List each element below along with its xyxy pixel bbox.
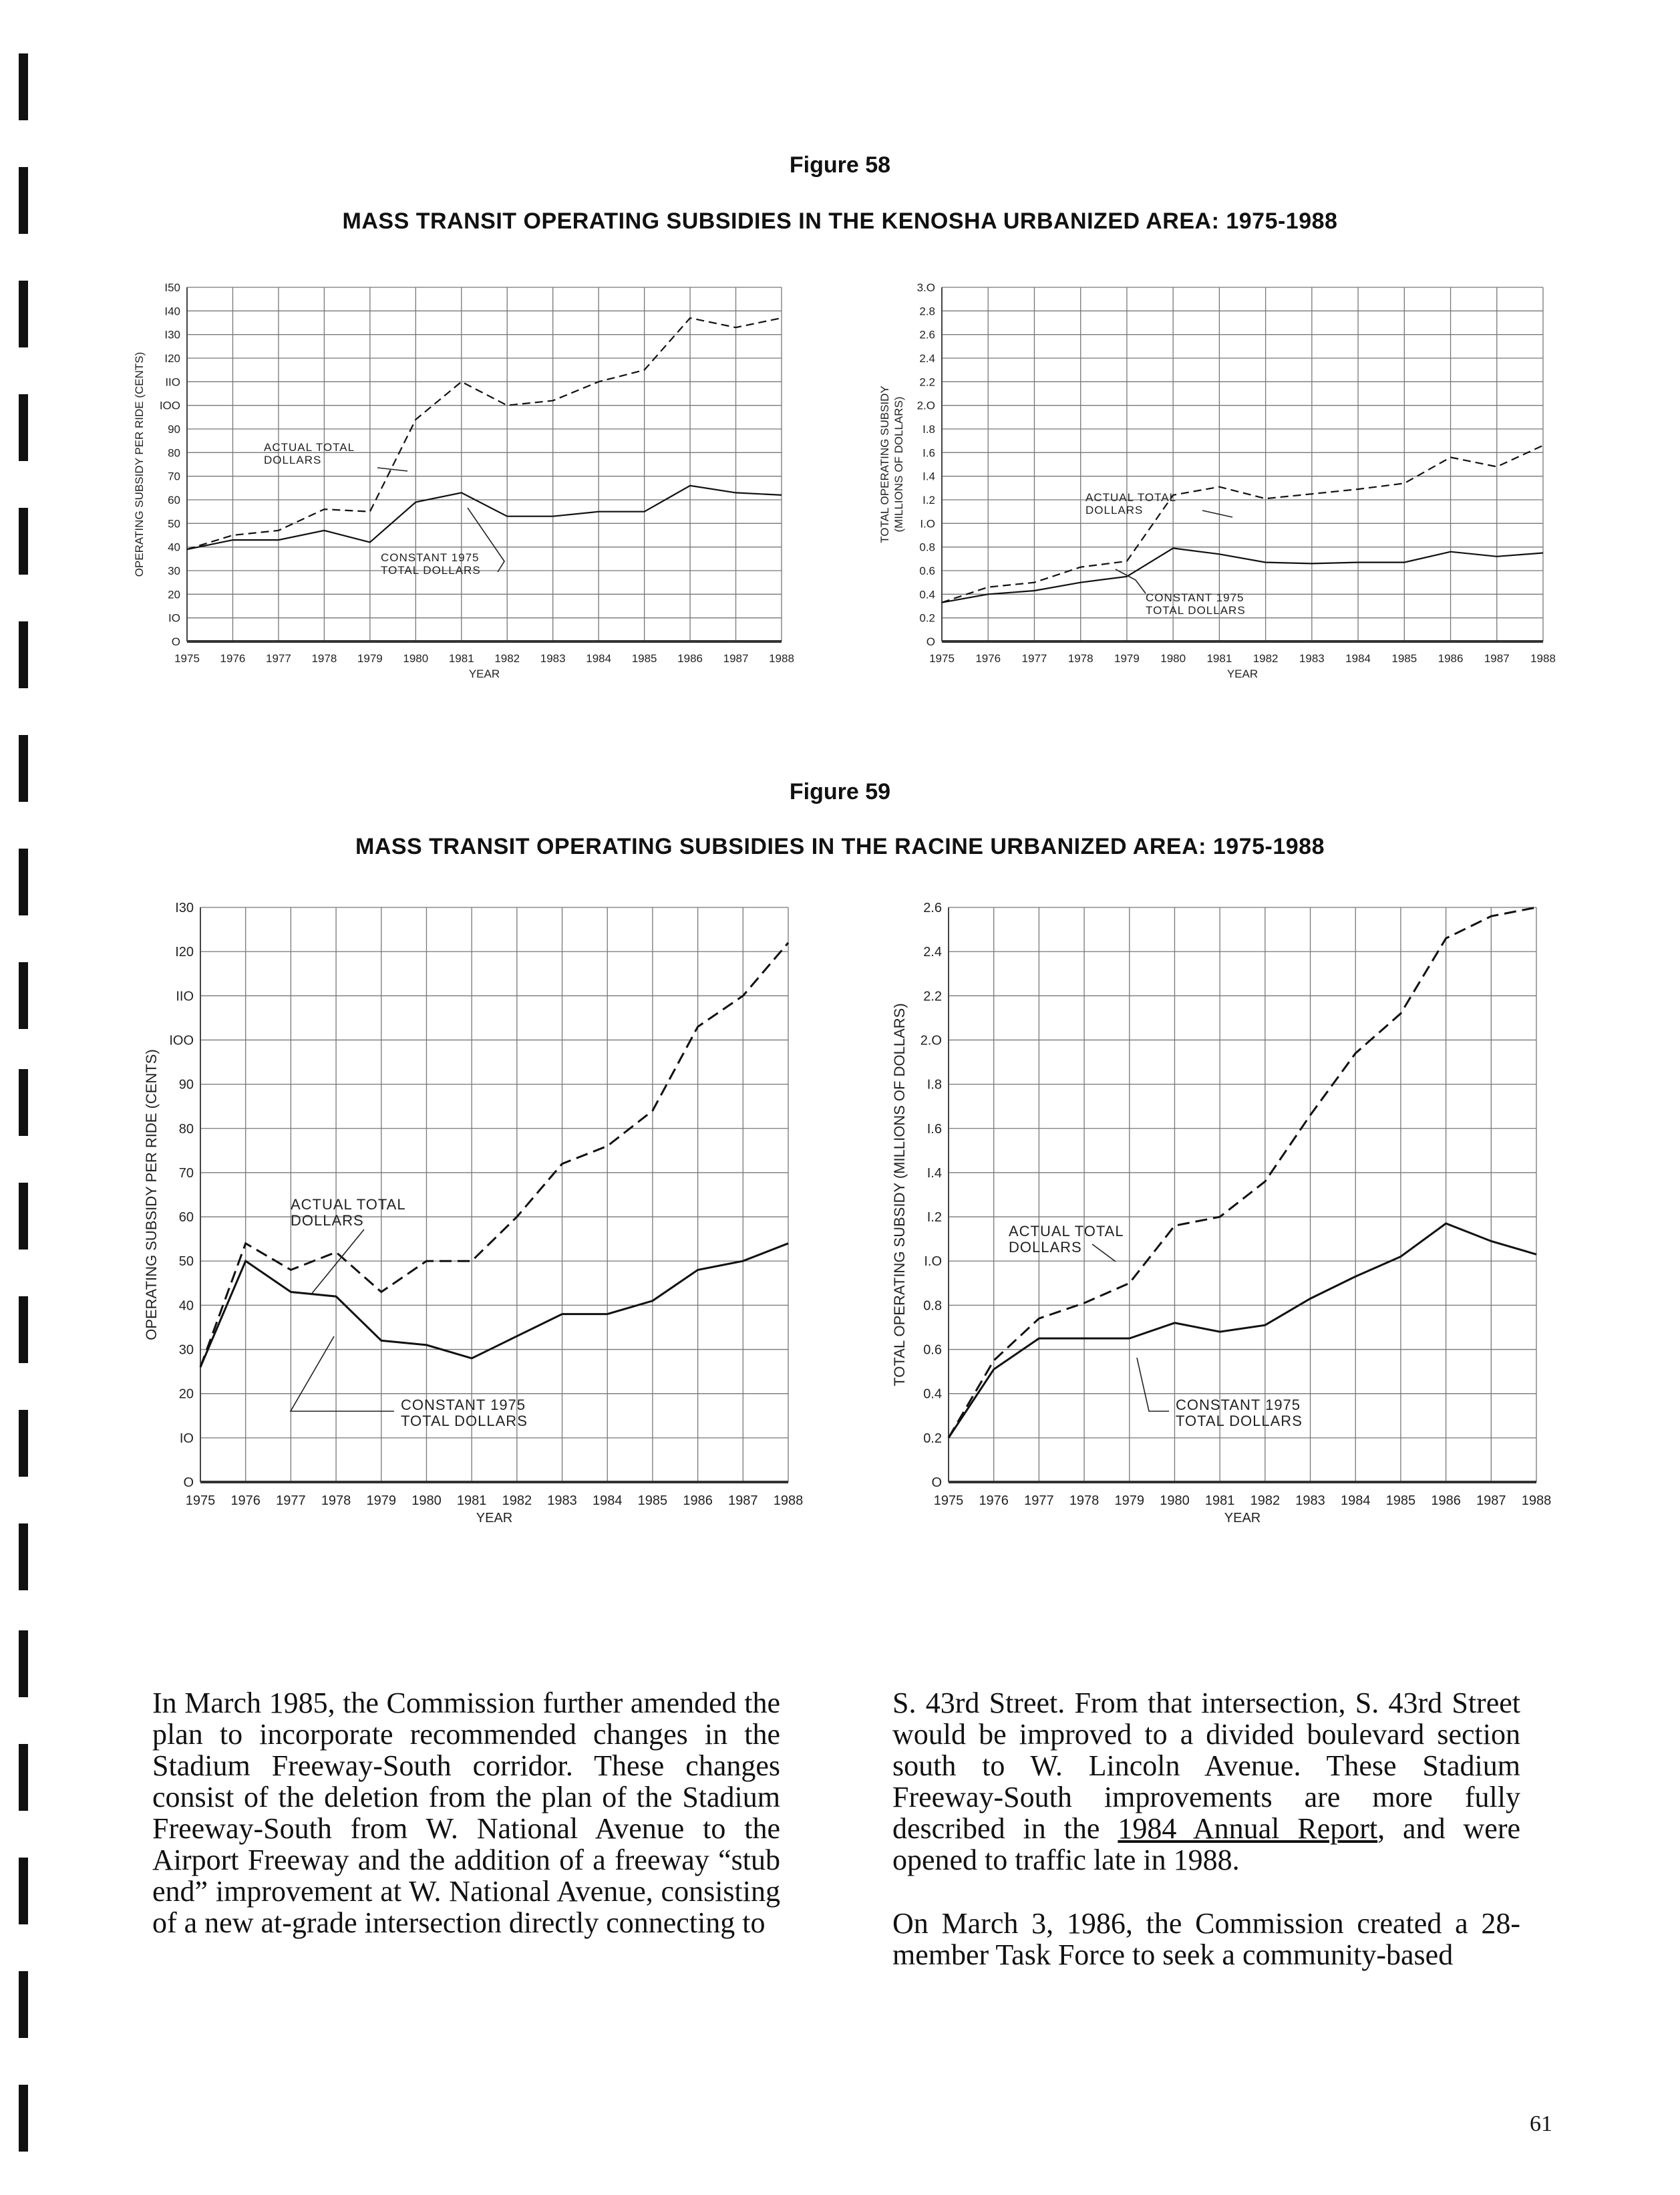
y-tick-label: I30 [164,328,180,341]
annotation-actual-total-dollars [1009,1223,1124,1256]
y-tick-label: 50 [178,1254,194,1270]
y-tick-label: I.2 [922,493,935,506]
paragraph-task-force: On March 3, 1986, the Commission created a 28-member Task Force to seek a community-based [892,1907,1520,1971]
y-tick-label: I.O [924,1254,942,1270]
y-tick-label: 50 [168,517,180,531]
paragraph-43rd-street-text: S. 43rd Street. From that intersection, S. 43rd Street would be improved to a divided boulevard section south to W. Lincoln Avenue. These Stadium Freeway-South improvements are more fully described in the [892,1687,1520,1845]
y-tick-label: I.8 [927,1077,942,1092]
y-axis-title: TOTAL OPERATING SUBSIDY [878,386,891,543]
y-tick-label: 2.2 [923,989,942,1004]
y-tick-label: 40 [178,1298,194,1314]
body-column-left [152,1687,780,1970]
y-tick-label: 70 [178,1165,194,1181]
x-tick-label: 1988 [1521,1493,1552,1508]
annotation-line: TOTAL DOLLARS [381,564,481,577]
x-tick-label: 1980 [1160,652,1186,665]
annotation-line: TOTAL DOLLARS [401,1413,528,1429]
x-tick-label: 1983 [540,652,566,665]
y-tick-label: IO [179,1431,194,1446]
y-tick-label: O [183,1475,194,1490]
x-tick-label: 1979 [357,652,383,665]
annotation-line: DOLLARS [1009,1239,1082,1256]
x-tick-label: 1982 [502,1493,532,1508]
y-tick-label: I.6 [922,446,935,460]
grid [200,907,788,1482]
x-tick-label: 1976 [230,1493,261,1508]
annotation-constant-1975-dollars [1176,1397,1303,1429]
x-tick-label: 1984 [592,1493,623,1508]
x-tick-label: 1987 [728,1493,758,1508]
x-tick-label: 1987 [1484,652,1510,665]
x-tick-label: 1986 [1431,1493,1461,1508]
y-tick-label: IOO [159,399,180,412]
kenosha-total-subsidy-chart [878,281,1556,682]
annotation-line: CONSTANT 1975 [381,551,480,564]
y-tick-label: IO [168,611,180,625]
series-line-actual-dollars [187,318,782,549]
x-tick-label: 1986 [683,1493,713,1508]
x-tick-label: 1988 [773,1493,804,1508]
x-tick-label: 1975 [933,1493,964,1508]
y-tick-label: 0.8 [923,1298,942,1314]
annotation-leader-line [1137,1358,1169,1411]
annotation-constant-1975-dollars [381,551,481,577]
y-tick-label: 30 [168,564,180,577]
x-tick-label: 1979 [1114,1493,1145,1508]
y-tick-label: 30 [178,1342,194,1358]
annotation-actual-total-dollars [264,441,355,466]
y-axis-title: OPERATING SUBSIDY PER RIDE (CENTS) [133,351,146,577]
y-tick-label: I.O [920,517,935,531]
annotation-leader-line [1202,510,1232,517]
y-tick-label: 20 [168,588,180,601]
y-tick-label: O [926,635,935,648]
x-axis-title: YEAR [1226,668,1258,680]
y-tick-label: 0.6 [919,564,935,577]
x-tick-label: 1982 [1250,1493,1281,1508]
y-tick-label: O [931,1475,942,1490]
annotation-line: ACTUAL TOTAL [264,441,355,454]
grid [949,907,1536,1482]
figure-59-title: MASS TRANSIT OPERATING SUBSIDIES IN THE RACINE URBANIZED AREA: 1975-1988 [355,834,1325,859]
x-tick-label: 1976 [975,652,1001,665]
annotation-leader-line [291,1336,394,1411]
y-tick-label: I.2 [927,1210,942,1225]
series-line-actual-dollars [200,943,788,1367]
series-line-constant-1975-dollars [187,486,782,549]
x-tick-label: 1979 [366,1493,397,1508]
x-tick-label: 1983 [547,1493,577,1508]
x-tick-label: 1975 [174,652,200,665]
binding-holes [12,0,39,2195]
annotation-leader-line [377,468,407,471]
x-tick-label: 1982 [494,652,520,665]
y-tick-label: O [171,635,180,648]
annotation-actual-total-dollars [1085,491,1176,517]
x-tick-label: 1978 [1069,1493,1100,1508]
paragraph-stadium-freeway: In March 1985, the Commission further amended the plan to incorporate recommended changes in the Stadium Freeway-South corridor. These changes consist of the deletion from the plan of the Stadium Freeway-South from W. National Avenue to the Airport Freeway and the addition of a freeway “stub end” improvement at W. National Avenue, consisting of a new at-grade intersection directly connecting to [152,1687,780,1939]
x-axis-title: YEAR [476,1511,513,1525]
x-tick-label: 1975 [929,652,955,665]
x-tick-label: 1983 [1299,652,1325,665]
y-tick-label: I30 [175,901,194,915]
annotation-constant-1975-dollars [401,1397,528,1429]
y-tick-label: 60 [168,493,180,506]
y-tick-label: 2.2 [919,376,935,389]
paragraph-43rd-street-end: , and were opened to traffic late in 1988. [892,1812,1520,1876]
x-tick-label: 1978 [321,1493,351,1508]
annotation-line: DOLLARS [264,454,322,466]
x-tick-label: 1977 [276,1493,306,1508]
series-line-actual-dollars [942,446,1543,603]
x-tick-label: 1985 [637,1493,668,1508]
x-tick-label: 1977 [1024,1493,1054,1508]
annotation-line: ACTUAL TOTAL [291,1196,406,1213]
annotation-line: CONSTANT 1975 [401,1397,526,1413]
y-tick-label: 2.O [920,1033,942,1048]
x-tick-label: 1981 [456,1493,487,1508]
x-tick-label: 1975 [185,1493,216,1508]
figure-59-label: Figure 59 [789,779,891,804]
x-tick-label: 1984 [586,652,612,665]
x-tick-label: 1986 [677,652,703,665]
annotation-line: DOLLARS [291,1212,364,1229]
page-number: 61 [1530,2111,1552,2136]
x-tick-label: 1980 [403,652,429,665]
y-tick-label: 0.4 [923,1386,942,1402]
annotation-actual-total-dollars [291,1196,406,1229]
x-tick-label: 1984 [1345,652,1371,665]
y-tick-label: 90 [168,422,180,436]
annotation-leader-line [1092,1244,1116,1262]
x-tick-label: 1980 [411,1493,442,1508]
y-tick-label: I.6 [927,1121,942,1137]
x-tick-label: 1988 [1530,652,1556,665]
annotation-line: CONSTANT 1975 [1146,591,1244,604]
y-tick-label: I.8 [922,422,935,436]
racine-per-ride-chart [127,895,835,1544]
y-tick-label: I40 [164,305,180,318]
annual-report-reference: 1984 Annual Report [1118,1812,1378,1845]
annotation-line: ACTUAL TOTAL [1009,1223,1124,1239]
x-tick-label: 1981 [448,652,474,665]
annotation-line: CONSTANT 1975 [1176,1397,1301,1413]
y-axis-title: OPERATING SUBSIDY PER RIDE (CENTS) [143,1049,160,1340]
x-tick-label: 1981 [1204,1493,1235,1508]
y-tick-label: IIO [165,376,180,389]
x-axis-title: YEAR [468,668,500,680]
y-tick-label: 2.O [916,399,935,412]
y-tick-label: 80 [178,1121,194,1137]
y-tick-label: 2.8 [919,305,935,318]
y-tick-label: 0.6 [923,1342,942,1358]
y-tick-label: 2.4 [919,351,935,365]
y-axis-title: TOTAL OPERATING SUBSIDY (MILLIONS OF DOLLARS) [891,1003,908,1386]
paragraph-43rd-street [892,1687,1520,1876]
x-tick-label: 1988 [769,652,794,665]
body-column-right [892,1687,1520,2003]
y-tick-label: 2.6 [923,901,942,915]
annotation-leader-line [311,1229,364,1295]
x-tick-label: 1987 [1476,1493,1506,1508]
y-tick-label: I.4 [922,470,935,483]
y-tick-label: I.4 [927,1165,942,1181]
x-tick-label: 1978 [311,652,337,665]
x-tick-label: 1980 [1160,1493,1190,1508]
y-tick-label: I20 [164,351,180,365]
x-tick-label: 1985 [1391,652,1417,665]
y-tick-label: 60 [178,1210,194,1225]
y-axis-title-units: (MILLIONS OF DOLLARS) [892,396,905,533]
figure-58-title: MASS TRANSIT OPERATING SUBSIDIES IN THE KENOSHA URBANIZED AREA: 1975-1988 [342,208,1338,234]
x-tick-label: 1976 [979,1493,1009,1508]
x-tick-label: 1985 [1385,1493,1416,1508]
x-tick-label: 1977 [266,652,291,665]
x-tick-label: 1987 [723,652,749,665]
y-tick-label: 0.4 [919,588,935,601]
x-tick-label: 1977 [1021,652,1047,665]
y-tick-label: 2.4 [923,945,942,960]
x-tick-label: 1979 [1114,652,1140,665]
y-tick-label: I20 [175,945,194,960]
annotation-constant-1975-dollars [1146,591,1246,617]
racine-total-subsidy-chart [882,895,1556,1544]
y-tick-label: 3.O [916,281,935,294]
annotation-leader-line [1116,569,1146,593]
x-tick-label: 1982 [1252,652,1279,665]
y-tick-label: 20 [178,1386,194,1402]
y-tick-label: IOO [169,1033,194,1048]
y-tick-label: 90 [178,1077,194,1092]
x-tick-label: 1981 [1206,652,1232,665]
figure-58-label: Figure 58 [789,152,891,178]
x-tick-label: 1978 [1067,652,1094,665]
kenosha-per-ride-chart [127,281,808,682]
x-tick-label: 1984 [1340,1493,1371,1508]
x-axis-title: YEAR [1224,1511,1261,1525]
annotation-line: TOTAL DOLLARS [1146,604,1246,617]
y-tick-label: 40 [168,541,180,554]
y-tick-label: IIO [176,989,194,1004]
y-tick-label: 70 [168,470,180,483]
y-tick-label: I50 [164,281,180,294]
x-tick-label: 1985 [631,652,657,665]
y-tick-label: 0.8 [919,541,935,554]
y-tick-label: 80 [168,446,180,460]
grid [942,287,1543,641]
x-tick-label: 1983 [1295,1493,1325,1508]
x-tick-label: 1986 [1438,652,1464,665]
y-tick-label: 0.2 [923,1431,942,1446]
annotation-line: DOLLARS [1085,504,1144,517]
annotation-line: ACTUAL TOTAL [1085,491,1177,504]
annotation-line: TOTAL DOLLARS [1176,1413,1303,1429]
y-tick-label: 0.2 [919,611,935,625]
x-tick-label: 1976 [220,652,246,665]
y-tick-label: 2.6 [919,328,935,341]
